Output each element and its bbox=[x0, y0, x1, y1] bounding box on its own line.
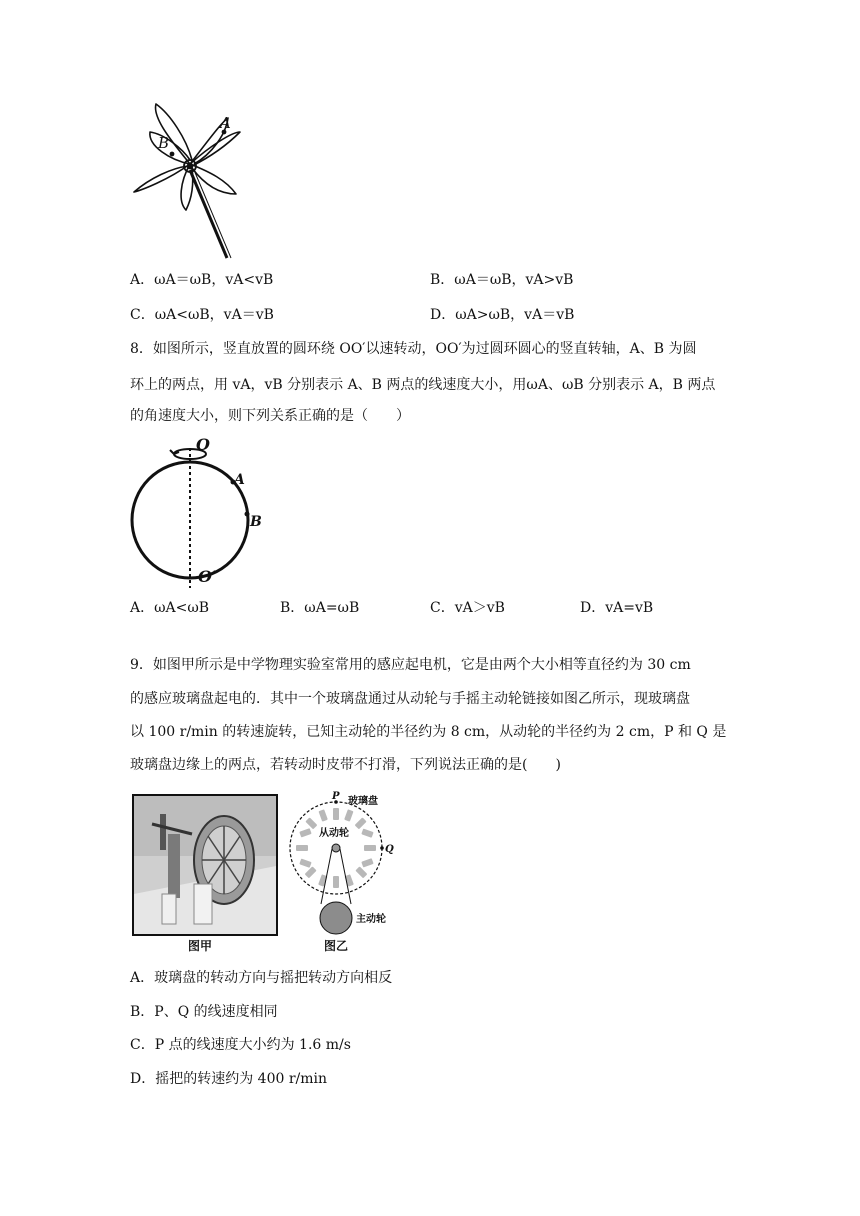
q9-option-a: A．玻璃盘的转动方向与摇把转动方向相反 bbox=[130, 970, 393, 986]
glass-disk-label: 玻璃盘 bbox=[348, 796, 378, 807]
q8-option-a: A．ωA<ωB bbox=[130, 600, 210, 616]
figure-yi-caption: 图乙 bbox=[324, 939, 349, 953]
q9-option-d: D．摇把的转速约为 400 r/min bbox=[130, 1071, 328, 1087]
point-p-label: P bbox=[332, 791, 340, 802]
figure-jia-caption: 图甲 bbox=[188, 939, 213, 953]
pulley-schematic bbox=[284, 788, 404, 954]
induction-machine-photo bbox=[132, 794, 278, 954]
q9-stem-line-3: 以 100 r/min 的转速旋转，已知主动轮的半径约为 8 cm，从动轮的半径约为 2 cm，P 和 Q 是 bbox=[130, 724, 727, 740]
q8-stem-line-3: 的角速度大小，则下列关系正确的是（ ） bbox=[130, 408, 410, 424]
driven-wheel-label: 从动轮 bbox=[319, 828, 349, 839]
q7-option-d: D．ωA>ωB，vA＝vB bbox=[430, 307, 575, 323]
axis-bottom-label: O′ bbox=[198, 567, 217, 586]
point-b-label: B bbox=[158, 134, 170, 152]
q8-option-b: B．ωA=ωB bbox=[280, 600, 360, 616]
q8-stem-line-2: 环上的两点，用 vA，vB 分别表示 A、B 两点的线速度大小，用ωA、ωB 分别表示 A，B 两点 bbox=[130, 377, 716, 393]
q7-option-c: C．ωA<ωB，vA＝vB bbox=[130, 307, 274, 323]
q9-stem-line-1: 9．如图甲所示是中学物理实验室常用的感应起电机，它是由两个大小相等直径约为 30 cm bbox=[130, 657, 691, 673]
pinwheel-figure bbox=[128, 98, 248, 260]
q7-option-b: B．ωA＝ωB，vA>vB bbox=[430, 272, 574, 288]
point-b-label: B bbox=[250, 514, 262, 530]
axis-top-label: O bbox=[196, 435, 210, 454]
q9-stem-line-2: 的感应玻璃盘起电的．其中一个玻璃盘通过从动轮与手摇主动轮链接如图乙所示，现玻璃盘 bbox=[130, 691, 690, 707]
point-a-label: A bbox=[234, 472, 245, 488]
q9-option-c: C．P 点的线速度大小约为 1.6 m/s bbox=[130, 1037, 351, 1053]
point-q-label: Q bbox=[385, 844, 394, 855]
q9-stem-line-4: 玻璃盘边缘上的两点，若转动时皮带不打滑，下列说法正确的是( ) bbox=[130, 757, 561, 773]
q8-option-d: D．vA=vB bbox=[580, 600, 654, 616]
q8-stem-line-1: 8．如图所示，竖直放置的圆环绕 OO′以速转动，OO′为过圆环圆心的竖直转轴，A、B 为圆 bbox=[130, 341, 697, 357]
q7-option-a: A．ωA＝ωB，vA<vB bbox=[130, 272, 274, 288]
q9-option-b: B．P、Q 的线速度相同 bbox=[130, 1004, 278, 1020]
point-a-label: A bbox=[220, 114, 231, 132]
q8-option-c: C．vA＞vB bbox=[430, 600, 505, 616]
rotating-ring-figure bbox=[130, 430, 270, 590]
driver-wheel-label: 主动轮 bbox=[356, 914, 386, 925]
